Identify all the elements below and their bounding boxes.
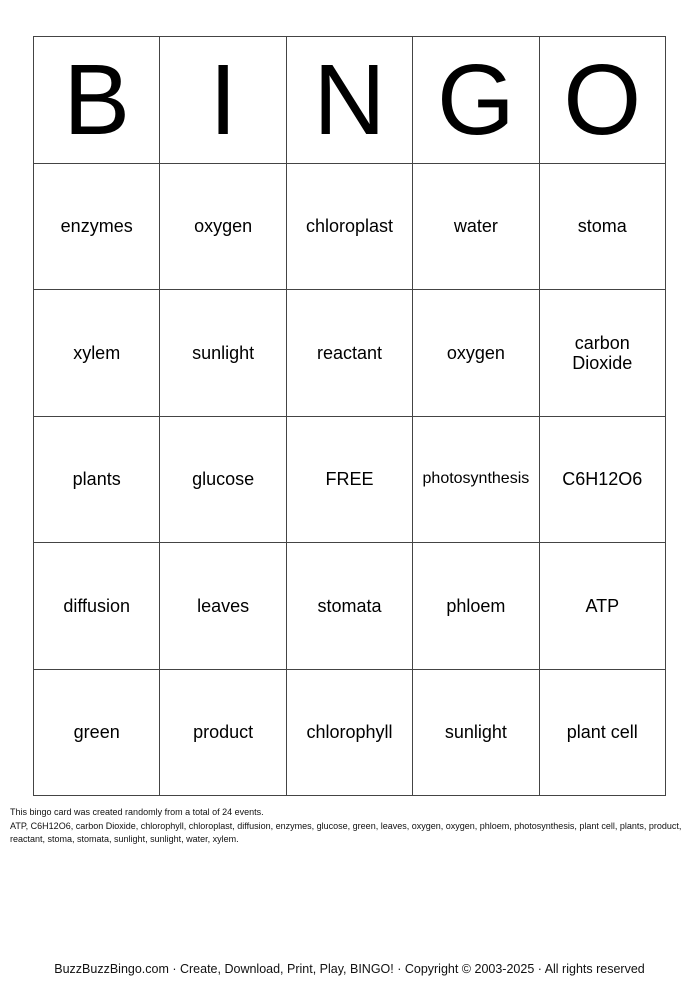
bingo-cell: xylem: [34, 290, 160, 417]
bingo-cell: plant cell: [540, 670, 666, 797]
bingo-cell: leaves: [160, 543, 286, 670]
bingo-cell: stoma: [540, 164, 666, 291]
header-letter-b: B: [34, 37, 160, 164]
bingo-cell: oxygen: [413, 290, 539, 417]
bingo-cell: oxygen: [160, 164, 286, 291]
bingo-cell: plants: [34, 417, 160, 544]
bingo-cell: sunlight: [160, 290, 286, 417]
header-letter-g: G: [413, 37, 539, 164]
bingo-cell: chloroplast: [287, 164, 413, 291]
bingo-cell: enzymes: [34, 164, 160, 291]
header-letter-i: I: [160, 37, 286, 164]
bingo-cell: product: [160, 670, 286, 797]
bingo-cell: sunlight: [413, 670, 539, 797]
bingo-cell: carbon Dioxide: [540, 290, 666, 417]
bingo-cell: reactant: [287, 290, 413, 417]
bingo-cell: green: [34, 670, 160, 797]
bingo-cell: stomata: [287, 543, 413, 670]
note-event-list: ATP, C6H12O6, carbon Dioxide, chlorophyll, chloroplast, diffusion, enzymes, glucose, green, leaves, oxygen, oxygen, phloem, photosynthesis, plant cell, plants, product, reactant, stoma, stomata, sunlight, sunlight, water, xylem.: [10, 820, 682, 844]
bingo-cell: diffusion: [34, 543, 160, 670]
bingo-card: [33, 36, 666, 796]
bingo-cell: ATP: [540, 543, 666, 670]
bingo-cell: water: [413, 164, 539, 291]
bingo-cell: phloem: [413, 543, 539, 670]
card-note: [10, 806, 690, 847]
bingo-cell: C6H12O6: [540, 417, 666, 544]
header-letter-n: N: [287, 37, 413, 164]
bingo-cell: chlorophyll: [287, 670, 413, 797]
header-letter-o: O: [540, 37, 666, 164]
bingo-cell: photosynthesis: [413, 417, 539, 544]
note-summary: This bingo card was created randomly from a total of 24 events.: [10, 807, 264, 817]
bingo-cell: glucose: [160, 417, 286, 544]
footer-copyright: BuzzBuzzBingo.com · Create, Download, Print, Play, BINGO! · Copyright © 2003-2025 · All rights reserved: [54, 962, 645, 976]
free-space-cell: FREE: [287, 417, 413, 544]
